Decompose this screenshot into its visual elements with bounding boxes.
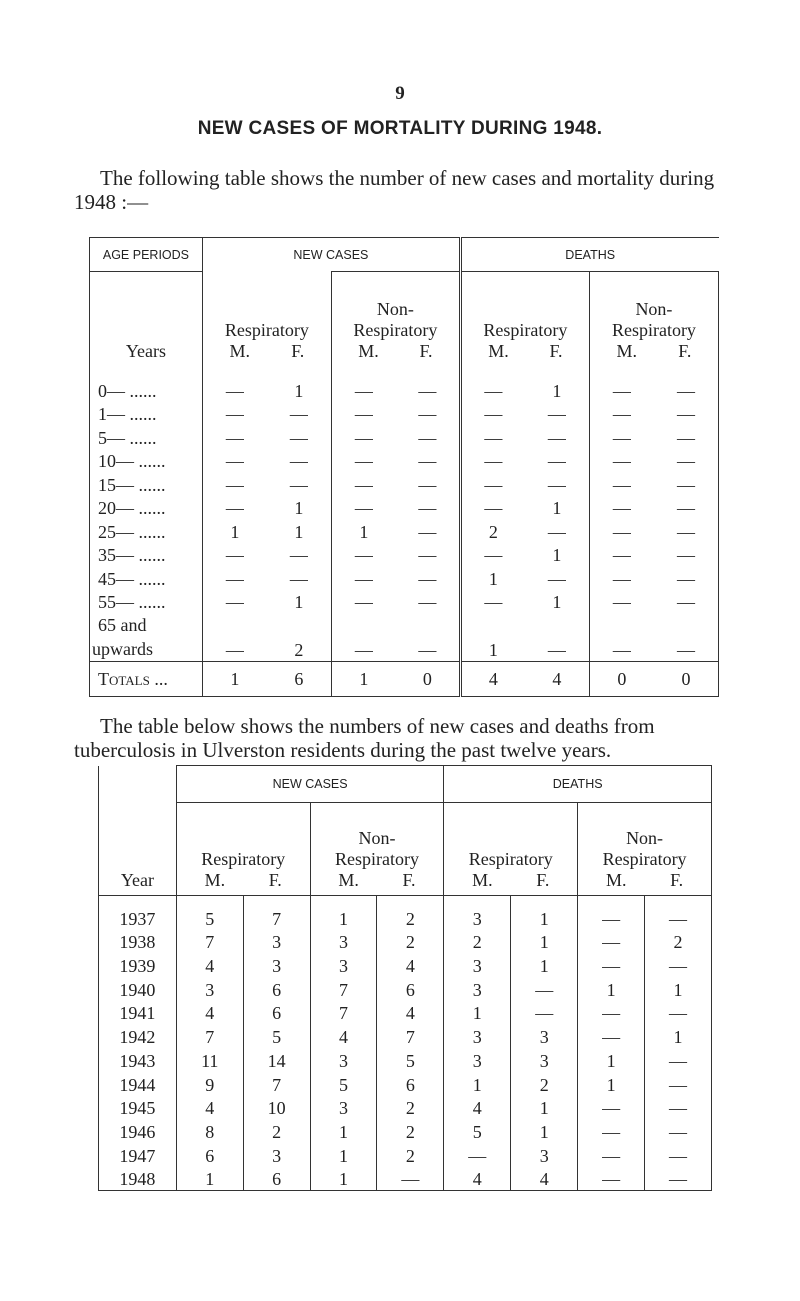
table-cell: — (578, 1119, 645, 1143)
table-cell: — (645, 1143, 712, 1167)
table-cell: 1 (578, 1072, 645, 1096)
age-label (90, 613, 203, 662)
age-label: 10— ...... (90, 449, 203, 473)
page-number: 9 (395, 83, 405, 104)
table-cell: 2 (511, 1072, 578, 1096)
total-cell: 4 (460, 662, 525, 697)
table-cell: 6 (243, 977, 310, 1001)
table-cell: — (267, 472, 332, 496)
table-cell: 1 (359, 521, 369, 542)
d-respiratory-header: Respiratory M. F. (460, 272, 589, 367)
deaths-header: DEATHS (460, 238, 718, 272)
year-cell: 1945 (99, 1096, 177, 1120)
table-cell: 2 (444, 930, 511, 954)
table-cell: — (589, 590, 654, 614)
table-cell: — (418, 427, 437, 448)
table-cell: 7 (310, 1001, 377, 1025)
table-cell: — (267, 402, 332, 426)
table-cell: — (354, 451, 373, 471)
table-cell: — (418, 521, 437, 542)
table-cell: — (418, 568, 437, 589)
nc-non-respiratory-header: Non- Respiratory M. F. (331, 272, 460, 367)
table-cell: 3 (310, 953, 377, 977)
table-cell: 3 (444, 1048, 511, 1072)
table-cell: 7 (377, 1024, 444, 1048)
table-cell: 1 (552, 545, 562, 565)
table-cell: 7 (176, 1024, 243, 1048)
table-cell: — (267, 449, 332, 473)
table-cell: 5 (310, 1072, 377, 1096)
table-cell: 1 (511, 1096, 578, 1120)
table-row (99, 1096, 712, 1120)
table-cell: 3 (444, 896, 511, 930)
year-cell: 1943 (99, 1048, 177, 1072)
table-cell: — (589, 402, 654, 426)
table-cell: 1 (511, 930, 578, 954)
table-cell: 3 (511, 1143, 578, 1167)
total-cell: 4 (525, 662, 590, 697)
table-cell: 3 (176, 977, 243, 1001)
table-cell: — (578, 1024, 645, 1048)
table-cell: 7 (243, 896, 310, 930)
table-cell: 1 (444, 1001, 511, 1025)
table-cell: 2 (377, 1119, 444, 1143)
table-cell: 3 (243, 1143, 310, 1167)
age-label: 5— ...... (90, 425, 203, 449)
table-cell: — (418, 380, 437, 401)
table-cell: — (589, 472, 654, 496)
table-row (90, 590, 719, 614)
age-label: 0— ...... (90, 366, 203, 402)
table-cell: 4 (444, 1096, 511, 1120)
nc-non-respiratory-header: Non- Respiratory M. F. (310, 803, 444, 896)
table-cell: — (267, 566, 332, 590)
table-cell: — (547, 404, 566, 424)
table-cell: — (225, 568, 244, 589)
table-row (90, 496, 719, 520)
table-cell: 1 (552, 380, 562, 401)
table-row (90, 366, 719, 402)
table-cell: — (654, 590, 719, 614)
table-cell: — (654, 496, 719, 520)
table-cell: 2 (460, 519, 525, 543)
table-cell: — (589, 566, 654, 590)
age-periods-header: AGE PERIODS (90, 238, 203, 272)
table-cell: — (645, 1072, 712, 1096)
age-label-line: upwards (92, 639, 153, 659)
table-cell: — (354, 592, 373, 612)
table-cell: 6 (377, 977, 444, 1001)
table-cell: 7 (310, 977, 377, 1001)
twelve-year-table (98, 765, 712, 1191)
table-cell: — (654, 613, 719, 662)
d-non-respiratory-header: Non- Respiratory M. F. (578, 803, 712, 896)
table-cell: — (654, 366, 719, 402)
table-cell: — (267, 425, 332, 449)
table-cell: — (354, 498, 373, 518)
deaths-header: DEATHS (444, 766, 712, 803)
table-cell: — (225, 451, 244, 471)
year-cell: 1944 (99, 1072, 177, 1096)
table-cell: — (225, 474, 244, 495)
table-cell: — (267, 543, 332, 567)
table-cell: — (225, 380, 244, 401)
table-cell: — (654, 519, 719, 543)
table-cell: — (589, 425, 654, 449)
table-row (99, 1072, 712, 1096)
table-cell: 3 (444, 1024, 511, 1048)
table-row (99, 1048, 712, 1072)
table-cell: 3 (310, 1048, 377, 1072)
table-row (99, 953, 712, 977)
table-cell: 7 (176, 930, 243, 954)
age-label: 55— ...... (90, 590, 203, 614)
table-row (99, 896, 712, 930)
table-cell: 1 (267, 366, 332, 402)
table-cell: 1 (230, 521, 240, 542)
table-cell: — (547, 474, 566, 495)
age-label: 35— ...... (90, 543, 203, 567)
table-cell: — (418, 592, 437, 612)
table-cell: — (354, 404, 373, 424)
table-cell: 5 (176, 896, 243, 930)
table-cell: — (578, 1001, 645, 1025)
table-cell: 1 (310, 1143, 377, 1167)
page-title: NEW CASES OF MORTALITY DURING 1948. (197, 118, 603, 139)
table-cell: 2 (645, 930, 712, 954)
table-cell: 4 (176, 953, 243, 977)
table-row (90, 613, 719, 662)
year-cell: 1947 (99, 1143, 177, 1167)
table-cell: — (377, 1167, 444, 1191)
table-cell: — (547, 427, 566, 448)
table-row (99, 977, 712, 1001)
table-cell: 4 (444, 1167, 511, 1191)
table-cell: — (645, 1001, 712, 1025)
table-row (99, 1001, 712, 1025)
table-cell: 4 (377, 1001, 444, 1025)
table-cell: — (589, 496, 654, 520)
table-cell: — (354, 427, 373, 448)
table-cell: — (460, 543, 525, 567)
year-cell: 1941 (99, 1001, 177, 1025)
new-cases-header: NEW CASES (176, 766, 444, 803)
table-cell: 1 (176, 1167, 243, 1191)
table-cell: 1 (267, 590, 332, 614)
table-row (99, 1167, 712, 1191)
table-row (90, 472, 719, 496)
total-cell: 0 (654, 662, 719, 697)
table-cell: — (225, 592, 244, 612)
table-cell: — (418, 545, 437, 565)
table-row (90, 449, 719, 473)
table-cell: 1 (310, 1167, 377, 1191)
total-cell: 1 (331, 662, 396, 697)
table-cell: 3 (444, 953, 511, 977)
table-cell: — (511, 977, 578, 1001)
table-cell: 4 (511, 1167, 578, 1191)
totals-label: Totals ... (90, 662, 203, 697)
total-cell: 0 (589, 662, 654, 697)
table-row (90, 543, 719, 567)
table-cell: — (460, 449, 525, 473)
age-label-line: 65 and (98, 615, 147, 635)
table-cell: 1 (645, 977, 712, 1001)
table-cell: — (645, 1096, 712, 1120)
total-cell: 6 (267, 662, 332, 697)
table-cell: 14 (243, 1048, 310, 1072)
table-cell: — (578, 1167, 645, 1191)
table-cell: 1 (552, 498, 562, 518)
table-cell: 1 (511, 896, 578, 930)
table-cell: — (460, 366, 525, 402)
nc-respiratory-header: Respiratory M. F. (202, 272, 331, 367)
table-cell: 6 (377, 1072, 444, 1096)
table-cell: 1 (511, 953, 578, 977)
table-cell: — (589, 543, 654, 567)
table-cell: — (225, 498, 244, 518)
table-cell: — (547, 451, 566, 471)
table-row (99, 1024, 712, 1048)
table-cell: — (654, 472, 719, 496)
year-cell: 1940 (99, 977, 177, 1001)
table-cell: — (654, 566, 719, 590)
table-cell: 3 (243, 930, 310, 954)
table-cell: — (578, 896, 645, 930)
table-cell: — (225, 545, 244, 565)
intro-paragraph-2: The table below shows the numbers of new cases and deaths from tuberculosis in Ulverston residents during the past twelve years. (74, 714, 655, 762)
table-cell: 10 (243, 1096, 310, 1120)
table-cell: 6 (243, 1167, 310, 1191)
table-cell: 4 (176, 1096, 243, 1120)
age-label: 25— ...... (90, 519, 203, 543)
age-label: 1— ...... (90, 402, 203, 426)
table-cell: 11 (176, 1048, 243, 1072)
table-cell: — (460, 590, 525, 614)
table-cell: 2 (377, 930, 444, 954)
table-row (99, 1119, 712, 1143)
table-cell: — (225, 640, 244, 660)
year-header: Year (99, 803, 177, 896)
table-cell: 1 (578, 1048, 645, 1072)
table-cell: 1 (460, 613, 525, 662)
table-cell: — (354, 568, 373, 589)
table-cell: 3 (243, 953, 310, 977)
table-cell: 4 (310, 1024, 377, 1048)
nc-respiratory-header: Respiratory M. F. (176, 803, 310, 896)
table-cell: 1 (511, 1119, 578, 1143)
table-cell: 6 (176, 1143, 243, 1167)
table-cell: — (354, 380, 373, 401)
table-cell: 1 (552, 592, 562, 612)
d-respiratory-header: Respiratory M. F. (444, 803, 578, 896)
total-cell: 1 (202, 662, 267, 697)
table-cell: — (578, 953, 645, 977)
table-cell: — (354, 545, 373, 565)
table-cell: 3 (511, 1024, 578, 1048)
table-cell: 4 (176, 1001, 243, 1025)
table-cell: — (418, 404, 437, 424)
table-cell: 2 (377, 896, 444, 930)
table-cell: — (444, 1143, 511, 1167)
table-cell: — (418, 498, 437, 518)
year-cell: 1942 (99, 1024, 177, 1048)
table-cell: 6 (243, 1001, 310, 1025)
table-cell: — (589, 519, 654, 543)
table-cell: 3 (310, 1096, 377, 1120)
intro-paragraph-1: The following table shows the number of new cases and mortality during 1948 :— (74, 166, 715, 214)
table-cell: — (354, 640, 373, 660)
table-cell: — (460, 472, 525, 496)
table-cell: — (645, 1048, 712, 1072)
table-cell: 1 (267, 496, 332, 520)
year-cell: 1937 (99, 896, 177, 930)
table-cell: — (654, 543, 719, 567)
table-cell: 5 (243, 1024, 310, 1048)
year-cell: 1938 (99, 930, 177, 954)
total-cell: 0 (396, 662, 461, 697)
table-cell: 2 (377, 1096, 444, 1120)
table-cell: — (225, 427, 244, 448)
age-label: 20— ...... (90, 496, 203, 520)
table-cell: 1 (310, 896, 377, 930)
table-cell: 2 (267, 613, 332, 662)
table-cell: 1 (460, 566, 525, 590)
table-cell: 7 (243, 1072, 310, 1096)
table-cell: 1 (267, 519, 332, 543)
table-cell: — (547, 521, 566, 542)
year-cell: 1946 (99, 1119, 177, 1143)
table-cell: — (225, 404, 244, 424)
table-cell: — (511, 1001, 578, 1025)
table-cell: — (654, 425, 719, 449)
table-cell: — (354, 474, 373, 495)
table-cell: 3 (310, 930, 377, 954)
totals-row (90, 662, 719, 697)
table-cell: — (589, 449, 654, 473)
table-cell: — (578, 1143, 645, 1167)
table-row (90, 402, 719, 426)
age-label: 45— ...... (90, 566, 203, 590)
table-cell: 3 (444, 977, 511, 1001)
table-cell: — (460, 402, 525, 426)
table-cell: 5 (377, 1048, 444, 1072)
table-cell: — (547, 568, 566, 589)
year-cell: 1948 (99, 1167, 177, 1191)
table-row (90, 425, 719, 449)
table-cell: 9 (176, 1072, 243, 1096)
table-cell: — (578, 930, 645, 954)
table-cell: 5 (444, 1119, 511, 1143)
age-period-table (89, 237, 719, 697)
new-cases-header: NEW CASES (202, 238, 460, 272)
table-row (99, 930, 712, 954)
age-label: 15— ...... (90, 472, 203, 496)
table-cell: — (645, 896, 712, 930)
table-row (90, 566, 719, 590)
table-cell: — (418, 451, 437, 471)
table-cell: — (589, 366, 654, 402)
table-cell: 1 (444, 1072, 511, 1096)
table-cell: — (547, 640, 566, 660)
table-cell: 3 (511, 1048, 578, 1072)
table-cell: 4 (377, 953, 444, 977)
table-cell: — (460, 425, 525, 449)
table-cell: — (645, 953, 712, 977)
table-cell: — (654, 449, 719, 473)
table-cell: — (578, 1096, 645, 1120)
table-cell: — (418, 640, 437, 660)
table-cell: 2 (243, 1119, 310, 1143)
year-cell: 1939 (99, 953, 177, 977)
table-row (90, 519, 719, 543)
table-cell: — (589, 613, 654, 662)
table-cell: 8 (176, 1119, 243, 1143)
table-row (99, 1143, 712, 1167)
table-cell: 1 (645, 1024, 712, 1048)
table-cell: 2 (377, 1143, 444, 1167)
d-non-respiratory-header: Non- Respiratory M. F. (589, 272, 718, 367)
table-cell: — (418, 474, 437, 495)
table-cell: — (460, 496, 525, 520)
year-group-spacer (99, 766, 177, 803)
table-cell: 1 (578, 977, 645, 1001)
table-cell: — (654, 402, 719, 426)
table-cell: — (645, 1167, 712, 1191)
years-header: Years (90, 272, 203, 367)
table-cell: 1 (310, 1119, 377, 1143)
table-cell: — (645, 1119, 712, 1143)
